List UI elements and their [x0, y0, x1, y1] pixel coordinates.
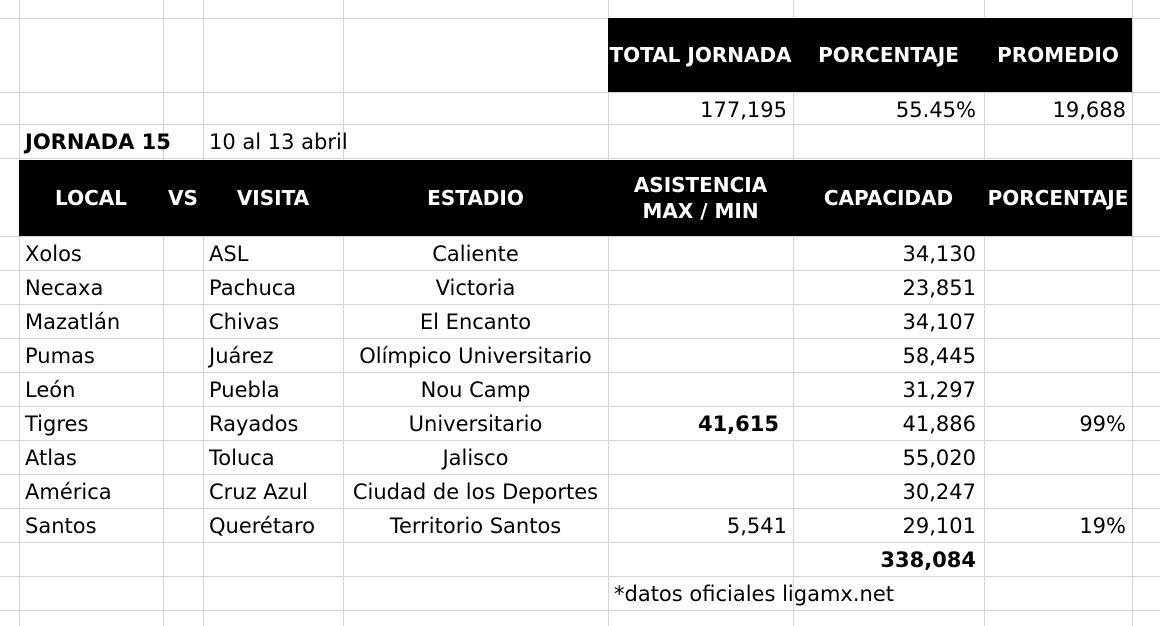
col-header-vs	[163, 160, 203, 236]
cell-asistencia	[608, 441, 779, 475]
cell-porcentaje	[984, 373, 1126, 407]
cell-asistencia	[608, 475, 779, 509]
cell-capacidad: 30,247	[902, 480, 976, 504]
summary-header-promedio-label: PROMEDIO	[997, 43, 1119, 67]
cell-asistencia: 5,541	[726, 514, 787, 538]
jornada-dates: 10 al 13 abril	[209, 130, 348, 154]
col-header-local-label: LOCAL	[55, 186, 127, 210]
cell-estadio: Territorio Santos	[389, 514, 562, 538]
cell-capacidad: 31,297	[902, 378, 976, 402]
cell-local: Santos	[25, 514, 97, 538]
cell-porcentaje	[984, 237, 1126, 271]
cell-estadio: Nou Camp	[420, 378, 531, 402]
gridline	[0, 576, 1160, 577]
cell-porcentaje: 99%	[1079, 412, 1126, 436]
gridline	[0, 158, 1160, 159]
cell-estadio: Caliente	[432, 242, 519, 266]
cell-visita: Toluca	[209, 446, 275, 470]
summary-header-porcentaje-label: PORCENTAJE	[818, 43, 959, 67]
cell-visita: Cruz Azul	[209, 480, 308, 504]
col-header-estadio-label: ESTADIO	[427, 186, 524, 210]
cell-local: Necaxa	[25, 276, 104, 300]
col-header-local	[19, 160, 163, 236]
summary-header-total-label: TOTAL JORNADA	[609, 43, 792, 67]
cell-visita: Puebla	[209, 378, 280, 402]
cell-capacidad: 41,886	[902, 412, 976, 436]
cell-visita: Querétaro	[209, 514, 315, 538]
cell-porcentaje	[984, 271, 1126, 305]
total-capacidad: 338,084	[880, 548, 976, 572]
col-header-capacidad	[793, 160, 984, 236]
summary-promedio-value: 19,688	[1052, 98, 1126, 122]
cell-estadio: Jalisco	[442, 446, 509, 470]
cell-capacidad: 34,130	[902, 242, 976, 266]
cell-local: León	[25, 378, 76, 402]
cell-visita: Pachuca	[209, 276, 297, 300]
summary-header-total	[608, 18, 793, 92]
cell-asistencia: 41,615	[697, 412, 779, 436]
cell-asistencia	[608, 339, 779, 373]
gridline	[203, 0, 204, 626]
cell-local: Tigres	[25, 412, 89, 436]
gridline	[163, 0, 164, 626]
cell-porcentaje	[984, 475, 1126, 509]
jornada-label: JORNADA 15	[25, 130, 171, 154]
gridline	[19, 0, 20, 626]
summary-porcentaje-value: 55.45%	[895, 98, 976, 122]
cell-local: Xolos	[25, 242, 82, 266]
summary-header-porcentaje	[793, 18, 984, 92]
summary-total-value: 177,195	[700, 98, 787, 122]
cell-visita: ASL	[209, 242, 249, 266]
gridline	[0, 92, 1160, 93]
col-header-vs-label: VS	[168, 186, 198, 210]
cell-estadio: El Encanto	[419, 310, 532, 334]
cell-asistencia	[608, 271, 779, 305]
cell-capacidad: 23,851	[902, 276, 976, 300]
cell-estadio: Victoria	[435, 276, 516, 300]
cell-porcentaje	[984, 441, 1126, 475]
cell-capacidad: 55,020	[902, 446, 976, 470]
cell-local: Atlas	[25, 446, 77, 470]
cell-asistencia	[608, 237, 779, 271]
cell-capacidad: 29,101	[902, 514, 976, 538]
col-header-visita	[203, 160, 343, 236]
cell-estadio: Olímpico Universitario	[359, 344, 592, 368]
cell-visita: Chivas	[209, 310, 280, 334]
cell-local: Pumas	[25, 344, 95, 368]
col-header-estadio	[343, 160, 608, 236]
cell-visita: Rayados	[209, 412, 299, 436]
col-header-porcentaje-label: PORCENTAJE	[987, 186, 1129, 210]
col-header-asistencia	[608, 160, 793, 236]
col-header-capacidad-label: CAPACIDAD	[823, 186, 954, 210]
cell-asistencia	[608, 305, 779, 339]
cell-visita: Juárez	[209, 344, 274, 368]
col-header-asistencia-label: ASISTENCIA MAX / MIN	[633, 173, 768, 223]
cell-estadio: Universitario	[408, 412, 543, 436]
cell-local: América	[25, 480, 112, 504]
cell-capacidad: 58,445	[902, 344, 976, 368]
summary-header-promedio	[984, 18, 1132, 92]
cell-estadio: Ciudad de los Deportes	[352, 480, 599, 504]
cell-porcentaje	[984, 339, 1126, 373]
cell-local: Mazatlán	[25, 310, 121, 334]
cell-asistencia	[608, 373, 779, 407]
gridline	[1132, 0, 1133, 626]
cell-capacidad: 34,107	[902, 310, 976, 334]
cell-porcentaje: 19%	[1079, 514, 1126, 538]
footnote: *datos oficiales ligamx.net	[614, 582, 894, 606]
gridline	[0, 610, 1160, 611]
col-header-visita-label: VISITA	[236, 186, 310, 210]
col-header-porcentaje	[984, 160, 1132, 236]
cell-porcentaje	[984, 305, 1126, 339]
